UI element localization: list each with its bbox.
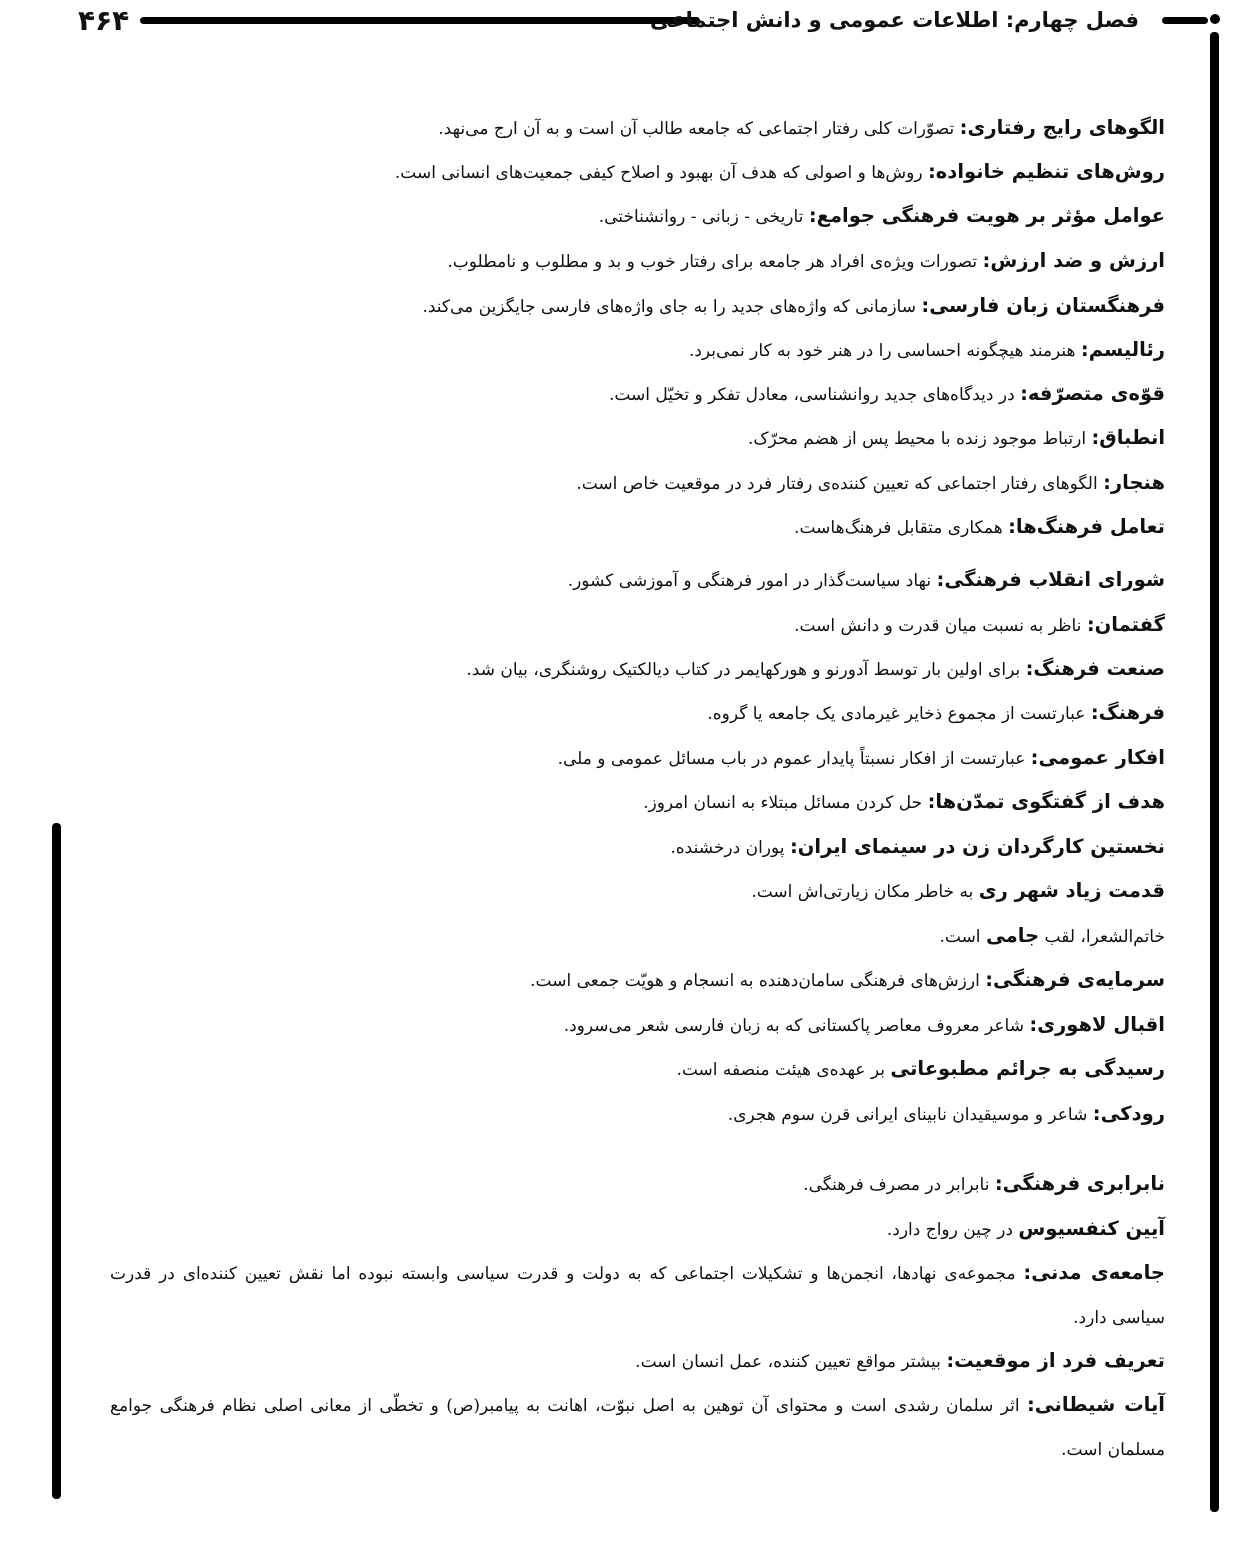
header-dot (1210, 14, 1220, 24)
entry-definition: است. (939, 927, 986, 947)
glossary-entry (110, 461, 1165, 506)
glossary-entry (110, 736, 1165, 781)
entry-term: فرهنگستان زبان فارسی: (921, 294, 1165, 317)
page-border-left (52, 823, 61, 1499)
glossary-entry (110, 914, 1165, 959)
glossary-entry (110, 416, 1165, 461)
entry-definition: تصوّرات کلی رفتار اجتماعی که جامعه طالب آن است و به آن ارج می‌نهد. (438, 119, 960, 139)
chapter-title: فصل چهارم: اطلاعات عمومی و دانش اجتماعی (650, 8, 1139, 32)
entry-definition: برای اولین بار توسط آدورنو و هورکهایمر در کتاب دیالکتیک روشنگری، بیان شد. (466, 660, 1026, 680)
page-border-right (1210, 32, 1219, 1512)
entry-term: قوّه‌ی متصرّفه: (1020, 382, 1165, 405)
entry-definition: روش‌ها و اصولی که هدف آن بهبود و اصلاح کیفی جمعیت‌های انسانی است. (394, 163, 928, 183)
entry-term: صنعت فرهنگ: (1025, 657, 1165, 680)
entry-term: تعریف فرد از موقعیت: (946, 1349, 1165, 1372)
entry-term: آیات شیطانی: (1026, 1393, 1165, 1416)
glossary-entry (110, 1003, 1165, 1048)
glossary-entry (110, 1339, 1165, 1384)
glossary-entry (110, 647, 1165, 692)
entry-definition: مجموعه‌ی نهادها، انجمن‌ها و تشکیلات اجتماعی که به دولت و قدرت سیاسی وابسته نبوده اما نقش تعیین کننده‌ای در قدرت سیاسی دارد. (110, 1264, 1165, 1328)
entry-definition: تاریخی - زبانی - روانشناختی. (598, 207, 809, 227)
glossary-entry (110, 284, 1165, 329)
glossary-entry (110, 1251, 1165, 1340)
entry-definition: عبارتست از افکار نسبتاً پایدار عموم در باب مسائل عمومی و ملی. (557, 749, 1031, 769)
glossary-entry (110, 239, 1165, 284)
glossary-entry (110, 603, 1165, 648)
entry-definition: تصورات ویژه‌ی افراد هر جامعه برای رفتار خوب و بد و مطلوب و نامطلوب. (447, 252, 983, 272)
entry-term: جامعه‌ی مدنی: (1023, 1261, 1165, 1284)
entry-term: آیین کنفسیوس (1018, 1217, 1165, 1240)
glossary-entry (110, 1162, 1165, 1207)
entry-definition: نهاد سیاست‌گذار در امور فرهنگی و آموزشی کشور. (567, 571, 937, 591)
entry-definition: عبارتست از مجموع ذخایر غیرمادی یک جامعه یا گروه. (707, 704, 1091, 724)
entry-term: نخستین کارگردان زن در سینمای ایران: (789, 835, 1165, 858)
entry-definition: در چین رواج دارد. (886, 1220, 1019, 1240)
entry-term: هدف از گفتگوی تمدّن‌ها: (927, 790, 1165, 813)
glossary-entry (110, 106, 1165, 151)
glossary-entry (110, 869, 1165, 914)
page-number: ۴۶۴ (78, 4, 130, 37)
glossary-entry (110, 194, 1165, 239)
glossary-entry (110, 328, 1165, 373)
entry-term: الگوهای رایج رفتاری: (959, 116, 1165, 139)
header-rule-right (1162, 17, 1208, 24)
entry-term: رسیدگی به جرائم مطبوعاتی (890, 1057, 1165, 1080)
entry-definition: ناظر به نسبت میان قدرت و دانش است. (794, 616, 1087, 636)
glossary-entry (110, 505, 1165, 550)
entry-definition: سازمانی که واژه‌های جدید را به جای واژه‌های فارسی جایگزین می‌کند. (422, 297, 922, 317)
entry-definition: به خاطر مکان زیارتی‌اش است. (751, 882, 979, 902)
entry-term: قدمت زیاد شهر ری (978, 879, 1165, 902)
entry-definition: اثر سلمان رشدی است و محتوای آن توهین به اصل نبوّت، اهانت به پیامبر(ص) و تخطّی از معانی اصلی نظام فرهنگی جوامع مسلمان است. (110, 1396, 1165, 1460)
glossary-entry (110, 1047, 1165, 1092)
glossary-entry (110, 558, 1165, 603)
entry-definition: ارزش‌های فرهنگی سامان‌دهنده به انسجام و هویّت جمعی است. (530, 971, 986, 991)
glossary-entry (110, 150, 1165, 195)
glossary-entry (110, 780, 1165, 825)
entry-definition: ارتباط موجود زنده با محیط پس از هضم محرّک. (747, 429, 1092, 449)
glossary-entry (110, 372, 1165, 417)
entry-term: گفتمان: (1086, 613, 1165, 636)
entry-term: نابرابری فرهنگی: (994, 1172, 1165, 1195)
entry-term: روش‌های تنظیم خانواده: (928, 160, 1165, 183)
entry-definition: پوران درخشنده. (670, 838, 790, 858)
glossary-entry (110, 1207, 1165, 1252)
entry-definition: حل کردن مسائل مبتلاء به انسان امروز. (643, 793, 928, 813)
entry-definition: در دیدگاه‌های جدید روانشناسی، معادل تفکر و تخیّل است. (608, 385, 1021, 405)
entry-definition: بیشتر مواقع تعیین کننده، عمل انسان است. (635, 1352, 947, 1372)
entry-prefix: خاتم‌الشعرا، لقب (1039, 927, 1165, 947)
entry-term: تعامل فرهنگ‌ها: (1008, 515, 1165, 538)
entry-term: انطباق: (1091, 426, 1165, 449)
entry-term: افکار عمومی: (1030, 746, 1165, 769)
glossary-entry (110, 958, 1165, 1003)
entry-term: جامی (985, 924, 1040, 947)
glossary-entry (110, 825, 1165, 870)
entry-definition: شاعر معروف معاصر پاکستانی که به زبان فارسی شعر می‌سرود. (563, 1016, 1030, 1036)
glossary-entry (110, 1383, 1165, 1472)
glossary-entry (110, 1092, 1165, 1137)
entry-term: شورای انقلاب فرهنگی: (936, 568, 1165, 591)
glossary-entry (110, 691, 1165, 736)
entry-term: رئالیسم: (1080, 338, 1165, 361)
entry-term: فرهنگ: (1090, 701, 1165, 724)
entry-definition: بر عهده‌ی هیئت منصفه است. (676, 1060, 891, 1080)
entry-definition: همکاری متقابل فرهنگ‌هاست. (794, 518, 1009, 538)
glossary-entries (110, 0, 1165, 1561)
entry-term: عوامل مؤثر بر هویت فرهنگی جوامع: (808, 204, 1165, 227)
entry-term: سرمایه‌ی فرهنگی: (985, 968, 1165, 991)
entry-definition: الگوهای رفتار اجتماعی که تعیین کننده‌ی رفتار فرد در موقعیت خاص است. (576, 474, 1104, 494)
entry-definition: هنرمند هیچگونه احساسی را در هنر خود به کار نمی‌برد. (688, 341, 1081, 361)
entry-definition: نابرابر در مصرف فرهنگی. (803, 1175, 995, 1195)
entry-term: هنجار: (1103, 471, 1165, 494)
entry-term: اقبال لاهوری: (1029, 1013, 1165, 1036)
entry-definition: شاعر و موسیقیدان نابینای ایرانی قرن سوم هجری. (727, 1105, 1093, 1125)
entry-term: رودکی: (1092, 1102, 1165, 1125)
entry-term: ارزش و ضد ارزش: (982, 249, 1165, 272)
